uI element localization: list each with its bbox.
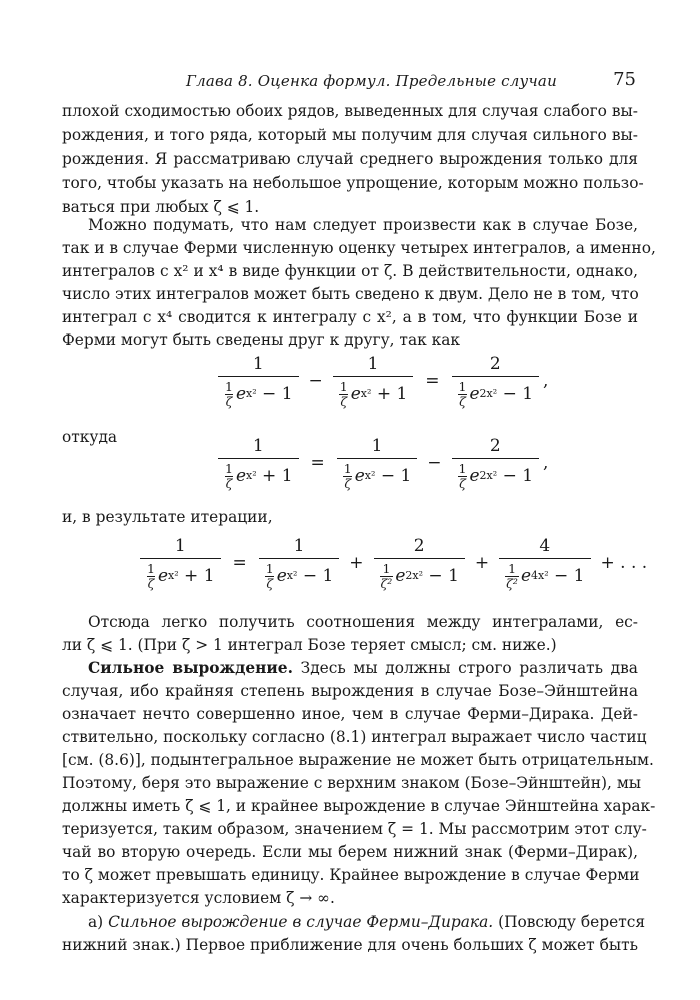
text-line: нижний знак.) Первое приближение для очень больших ζ может быть bbox=[62, 936, 638, 954]
denominator-tail: − 1 bbox=[502, 384, 534, 404]
text-line: чай во вторую очередь. Если мы берем нижний знак (Ферми–Дирак), bbox=[62, 843, 638, 861]
denominator-tail: − 1 bbox=[502, 466, 534, 486]
denominator-tail: − 1 bbox=[554, 566, 585, 586]
text-line: Поэтому, беря это выражение с верхним знаком (Бозе–Эйнштейн), мы bbox=[62, 774, 642, 792]
denominator-tail: − 1 bbox=[428, 566, 459, 586]
text-line: рождения, и того ряда, который мы получим для случая сильного вы- bbox=[62, 126, 638, 144]
equation-3 bbox=[136, 536, 653, 590]
operator: + bbox=[474, 553, 490, 573]
text-line: ли ζ ⩽ 1. (При ζ > 1 интеграл Бозе теряет смысл; см. ниже.) bbox=[62, 636, 557, 654]
text-line: случая, ибо крайняя степень вырождения в случае Бозе–Эйнштейна bbox=[62, 682, 638, 700]
text-line: число этих интегралов может быть сведено к двум. Дело не в том, что bbox=[62, 285, 639, 303]
text-line: так и в случае Ферми численную оценку четырех интегралов, а именно, bbox=[62, 239, 656, 257]
numerator: 1 bbox=[252, 436, 264, 456]
text-line: то ζ может превышать единицу. Крайнее вырождение в случае Ферми bbox=[62, 866, 640, 884]
text-span: (Повсюду берется bbox=[498, 913, 646, 931]
denominator: 1 ζ e x² − 1 bbox=[337, 458, 418, 490]
denominator: 1 ζ² e 4x² − 1 bbox=[499, 558, 590, 590]
text-line: Можно подумать, что нам следует произвести как в случае Бозе, bbox=[88, 216, 638, 234]
fraction bbox=[333, 354, 414, 408]
page-header bbox=[0, 69, 700, 96]
denominator-tail: − 1 bbox=[262, 384, 293, 404]
item-label: а) bbox=[88, 913, 104, 931]
fraction bbox=[452, 436, 540, 490]
text-line: Отсюда легко получить соотношения между интегралами, ес- bbox=[88, 613, 638, 631]
denominator: 1 ζ e x² + 1 bbox=[218, 458, 299, 490]
subsection-title: Сильное вырождение в случае Ферми–Дирака. bbox=[108, 913, 494, 931]
denominator-tail: − 1 bbox=[302, 566, 334, 586]
fraction bbox=[140, 536, 221, 590]
numerator: 1 bbox=[367, 354, 379, 374]
numerator: 1 bbox=[293, 536, 305, 556]
text-line: того, чтобы указать на небольшое упрощение, которым можно пользо- bbox=[62, 174, 644, 192]
running-title: Глава 8. Оценка формул. Предельные случаи bbox=[186, 72, 557, 90]
denominator: 1 ζ e x² + 1 bbox=[140, 558, 221, 590]
fraction bbox=[452, 354, 540, 408]
denominator-tail: + 1 bbox=[376, 384, 408, 404]
text-line: должны иметь ζ ⩽ 1, и крайнее вырождение в случае Эйнштейна харак- bbox=[62, 797, 656, 815]
fraction bbox=[218, 436, 299, 490]
operator: = bbox=[232, 553, 247, 573]
text-line: характеризуется условием ζ → ∞. bbox=[62, 889, 335, 907]
denominator: 1 ζ e x² + 1 bbox=[333, 376, 414, 408]
text-line: теризуется, таким образом, значением ζ = 1. Мы рассмотрим этот слу- bbox=[62, 820, 647, 838]
page-number: 75 bbox=[613, 69, 636, 90]
fraction bbox=[259, 536, 340, 590]
text-line: рождения. Я рассматриваю случай среднего вырождения только для bbox=[62, 150, 638, 168]
text-line: откуда bbox=[62, 428, 118, 446]
numerator: 1 bbox=[371, 436, 383, 456]
fraction bbox=[337, 436, 418, 490]
series-tail: + . . . bbox=[600, 553, 648, 573]
denominator-tail: + 1 bbox=[262, 466, 293, 486]
text-line: Ферми могут быть сведены друг к другу, так как bbox=[62, 331, 461, 349]
text-span: Здесь мы должны строго различать два bbox=[300, 659, 638, 677]
punctuation: , bbox=[543, 453, 549, 473]
text-line: интеграл с x⁴ сводится к интегралу с x², а в том, что функции Бозе и bbox=[62, 308, 638, 326]
equation-2 bbox=[214, 436, 548, 490]
fraction bbox=[499, 536, 590, 590]
numerator: 4 bbox=[539, 536, 551, 556]
denominator: 1 ζ e x² − 1 bbox=[218, 376, 299, 408]
numerator: 1 bbox=[252, 354, 264, 374]
text-line: означает нечто совершенно иное, чем в случае Ферми–Дирака. Дей- bbox=[62, 705, 638, 723]
text-line: ваться при любых ζ ⩽ 1. bbox=[62, 198, 260, 216]
equation-1 bbox=[214, 354, 548, 408]
numerator: 2 bbox=[489, 354, 501, 374]
punctuation: , bbox=[543, 371, 549, 391]
operator: − bbox=[427, 453, 442, 473]
text-line: и, в результате итерации, bbox=[62, 508, 273, 526]
text-line: [см. (8.6)], подынтегральное выражение не может быть отрицательным. bbox=[62, 751, 654, 769]
text-line: интегралов с x² и x⁴ в виде функции от ζ. В действительности, однако, bbox=[62, 262, 638, 280]
text-line bbox=[88, 911, 646, 934]
numerator: 1 bbox=[174, 536, 186, 556]
fraction bbox=[218, 354, 299, 408]
operator: + bbox=[349, 553, 364, 573]
text-line bbox=[88, 657, 638, 680]
denominator: 1 ζ² e 2x² − 1 bbox=[374, 558, 465, 590]
denominator: 1 ζ e x² − 1 bbox=[259, 558, 340, 590]
numerator: 2 bbox=[489, 436, 501, 456]
denominator-tail: + 1 bbox=[184, 566, 215, 586]
section-heading: Сильное вырождение. bbox=[88, 659, 293, 677]
denominator: 1 ζ e 2x² − 1 bbox=[452, 376, 540, 408]
numerator: 2 bbox=[413, 536, 425, 556]
text-line: ствительно, поскольку согласно (8.1) интеграл выражает число частиц bbox=[62, 728, 647, 746]
denominator: 1 ζ e 2x² − 1 bbox=[452, 458, 540, 490]
text-line: плохой сходимостью обоих рядов, выведенных для случая слабого вы- bbox=[62, 102, 638, 120]
operator: = bbox=[425, 371, 440, 391]
operator: − bbox=[308, 371, 323, 391]
denominator-tail: − 1 bbox=[380, 466, 412, 486]
operator: = bbox=[310, 453, 325, 473]
fraction bbox=[374, 536, 465, 590]
